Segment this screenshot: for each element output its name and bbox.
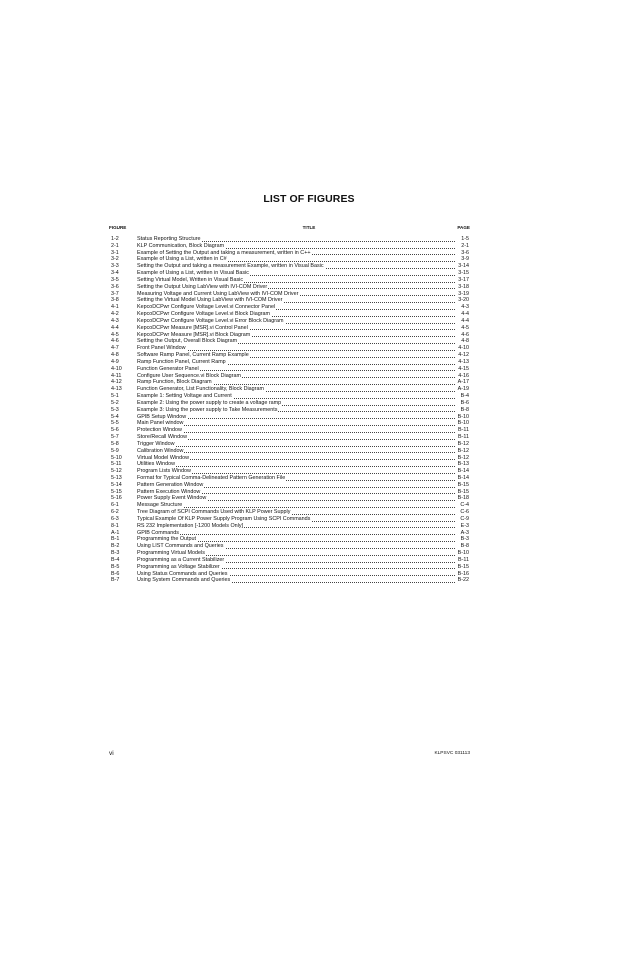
- figure-number: B-2: [111, 543, 120, 550]
- figure-title: Example of Setting the Output and taking a measurement, written in C++: [137, 249, 311, 256]
- figure-number: 4-11: [111, 372, 122, 379]
- figure-title-cell: [137, 495, 437, 502]
- figure-title-cell: [137, 325, 437, 332]
- figure-title: Function Generator Panel: [137, 365, 199, 372]
- figure-title-cell: [137, 543, 437, 550]
- list-item[interactable]: [0, 502, 618, 509]
- list-item[interactable]: [0, 338, 618, 345]
- list-item[interactable]: [0, 448, 618, 455]
- figure-title: GPIB Commands: [137, 529, 179, 536]
- figure-title-cell: [137, 263, 437, 270]
- figure-number: 4-8: [111, 352, 119, 359]
- figure-number: 4-3: [111, 317, 119, 324]
- figure-title: Front Panel Window: [137, 345, 186, 352]
- figure-title: Example 1: Setting Voltage and Current: [137, 393, 232, 400]
- figure-title-cell: [137, 373, 437, 380]
- figure-page: B-12: [457, 454, 469, 461]
- list-item[interactable]: [0, 332, 618, 339]
- figure-page: B-10: [457, 420, 469, 427]
- figure-number: 4-12: [111, 379, 122, 386]
- list-item[interactable]: [0, 297, 618, 304]
- figure-title-cell: [137, 256, 437, 263]
- figure-number: 5-13: [111, 474, 122, 481]
- figure-title: Programming the Output: [137, 536, 197, 543]
- column-header-title: TITLE: [302, 225, 316, 230]
- list-item[interactable]: [0, 236, 618, 243]
- figure-number: 5-2: [111, 399, 119, 406]
- figure-page: C-4: [460, 502, 469, 509]
- figure-number: 4-6: [111, 338, 119, 345]
- figure-title-cell: [137, 291, 437, 298]
- figure-title: Function Generator, List Functionality, Block Diagram: [137, 386, 264, 393]
- figure-page: B-14: [457, 468, 469, 475]
- figure-page: B-10: [457, 550, 469, 557]
- figure-number: 3-8: [111, 297, 119, 304]
- figure-title-cell: [137, 536, 437, 543]
- figure-title-cell: [137, 345, 437, 352]
- figure-number: 5-1: [111, 393, 119, 400]
- figure-title: Measuring Voltage and Current Using LabView with IVI-COM Driver: [137, 290, 299, 297]
- figure-number: 5-4: [111, 413, 119, 420]
- list-item[interactable]: [0, 311, 618, 318]
- figure-number: B-6: [111, 570, 120, 577]
- figure-title-cell: [137, 243, 437, 250]
- figure-title: Setting the Output, Overall Block Diagram: [137, 338, 238, 345]
- figure-title-cell: [137, 284, 437, 291]
- figure-number: 5-3: [111, 406, 119, 413]
- figure-page: 1-5: [461, 236, 469, 242]
- list-item[interactable]: [0, 543, 618, 550]
- column-header-figure: FIGURE: [109, 225, 127, 230]
- figure-page: B-15: [457, 481, 469, 488]
- figure-number: 3-3: [111, 263, 119, 270]
- list-item[interactable]: [0, 352, 618, 359]
- figure-number: 5-8: [111, 440, 119, 447]
- figure-page: B-22: [457, 577, 469, 584]
- list-item[interactable]: [0, 243, 618, 250]
- list-item[interactable]: [0, 345, 618, 352]
- figure-number: 6-3: [111, 515, 119, 522]
- figure-title: Protection Window: [137, 427, 182, 434]
- column-header-page: PAGE: [457, 225, 470, 230]
- figure-title-cell: [137, 523, 437, 530]
- figure-title: Example of Using a List, written in Visual Basic: [137, 270, 249, 277]
- figure-number: 3-6: [111, 283, 119, 290]
- figure-page: C-6: [460, 509, 469, 516]
- figure-title: Format for Typical Comma-Delineated Pattern Generation File: [137, 474, 286, 481]
- figure-page: B-8: [460, 406, 469, 413]
- figure-title: Example 2: Using the power supply to create a voltage ramp: [137, 399, 282, 406]
- figure-title-cell: [137, 236, 437, 243]
- figure-title: Setting the Output Using LabView with IVI-COM Driver: [137, 283, 268, 290]
- figure-title: Virtual Model Window: [137, 454, 190, 461]
- figure-title-cell: [137, 530, 437, 537]
- list-item[interactable]: [0, 468, 618, 475]
- figure-page: B-13: [457, 461, 469, 468]
- figure-number: 5-12: [111, 468, 122, 475]
- list-item[interactable]: [0, 571, 618, 578]
- figure-title-cell: [137, 250, 437, 257]
- figure-title-cell: [137, 407, 437, 414]
- figure-page: B-16: [457, 570, 469, 577]
- list-item[interactable]: [0, 291, 618, 298]
- list-item[interactable]: [0, 325, 618, 332]
- figure-title-cell: [137, 427, 437, 434]
- figure-title-cell: [137, 550, 437, 557]
- list-item[interactable]: [0, 304, 618, 311]
- figure-page: 4-5: [461, 324, 469, 331]
- figure-page: B-15: [457, 488, 469, 495]
- figure-page: 3-18: [458, 283, 469, 290]
- list-item[interactable]: [0, 475, 618, 482]
- figure-number: 1-2: [111, 236, 119, 242]
- figure-number: 5-11: [111, 461, 122, 468]
- figure-title-cell: [137, 441, 437, 448]
- figure-title: Example 3: Using the power supply to Take Measurements: [137, 406, 278, 413]
- list-item[interactable]: [0, 359, 618, 366]
- figure-page: 4-15: [458, 365, 469, 372]
- list-item[interactable]: [0, 420, 618, 427]
- list-item[interactable]: [0, 379, 618, 386]
- list-item[interactable]: [0, 489, 618, 496]
- figure-title: Status Reporting Structure: [137, 236, 201, 242]
- figure-number: 5-9: [111, 447, 119, 454]
- figure-title: Ramp Function, Block Diagram: [137, 379, 212, 386]
- figure-page: B-10: [457, 413, 469, 420]
- figure-page: B-4: [460, 393, 469, 400]
- figure-title: KepcoDCPwr Configure Voltage Level.vi Error Block Diagram: [137, 317, 284, 324]
- figure-page: 3-20: [458, 297, 469, 304]
- figure-number: 4-2: [111, 311, 119, 318]
- list-item[interactable]: [0, 441, 618, 448]
- figure-title-cell: [137, 577, 437, 584]
- figure-title-cell: [137, 297, 437, 304]
- figure-title-cell: [137, 461, 437, 468]
- list-item[interactable]: [0, 318, 618, 325]
- figure-number: A-1: [111, 529, 120, 536]
- figure-page: A-3: [460, 529, 469, 536]
- figure-page: B-15: [457, 563, 469, 570]
- figure-title: Store/Recall Window: [137, 434, 188, 441]
- figure-title: Calibration Window: [137, 447, 184, 454]
- list-item[interactable]: [0, 366, 618, 373]
- figure-title-cell: [137, 571, 437, 578]
- figure-page: B-11: [458, 427, 469, 434]
- figure-number: 4-7: [111, 345, 119, 352]
- list-item[interactable]: [0, 461, 618, 468]
- figure-title-cell: [137, 509, 437, 516]
- list-item[interactable]: [0, 373, 618, 380]
- figure-number: 3-5: [111, 276, 119, 283]
- figure-page: A-17: [457, 379, 469, 386]
- list-item[interactable]: [0, 250, 618, 257]
- figure-number: 3-4: [111, 270, 119, 277]
- figure-title-cell: [137, 338, 437, 345]
- figure-page: B-8: [460, 543, 469, 550]
- figure-page: 4-13: [458, 358, 469, 365]
- list-item[interactable]: [0, 557, 618, 564]
- figure-title-cell: [137, 359, 437, 366]
- figure-page: 3-15: [458, 270, 469, 277]
- figure-title-cell: [137, 448, 437, 455]
- figure-title: Example of Using a List, written in C#: [137, 256, 227, 263]
- figure-title-cell: [137, 455, 437, 462]
- figure-number: 5-16: [111, 495, 122, 502]
- figure-title: Trigger Window: [137, 440, 175, 447]
- figure-number: 4-1: [111, 304, 119, 311]
- figure-page: 4-3: [461, 304, 469, 311]
- figure-title-cell: [137, 489, 437, 496]
- figure-title-cell: [137, 557, 437, 564]
- figure-title: KepcoDCPwr Configure Voltage Level.vi Connector Panel: [137, 304, 276, 311]
- figure-page: 4-10: [458, 345, 469, 352]
- figure-title-cell: [137, 332, 437, 339]
- figure-page: B-12: [457, 440, 469, 447]
- figure-page: 4-12: [458, 352, 469, 359]
- figure-title-cell: [137, 352, 437, 359]
- figure-title: Main Panel window: [137, 420, 184, 427]
- figure-title-cell: [137, 386, 437, 393]
- figure-title: Utilities Window: [137, 461, 176, 468]
- figure-page: 3-17: [458, 276, 469, 283]
- list-item[interactable]: [0, 509, 618, 516]
- figure-title-cell: [137, 482, 437, 489]
- page-title: LIST OF FIGURES: [263, 193, 355, 205]
- list-item[interactable]: [0, 536, 618, 543]
- figure-number: 4-5: [111, 331, 119, 338]
- list-item[interactable]: [0, 523, 618, 530]
- figure-page: B-18: [457, 495, 469, 502]
- figure-number: 5-14: [111, 481, 122, 488]
- footer-page-number: vi: [109, 750, 114, 757]
- figure-number: 4-10: [111, 365, 122, 372]
- figure-number: B-3: [111, 550, 120, 557]
- list-item[interactable]: [0, 482, 618, 489]
- figure-number: B-4: [111, 556, 120, 563]
- figure-page: B-3: [460, 536, 469, 543]
- list-item[interactable]: [0, 400, 618, 407]
- figure-title: Setting Virtual Model, Written in Visual Basic: [137, 276, 244, 283]
- figure-title-cell: [137, 304, 437, 311]
- figure-page: 3-19: [458, 290, 469, 297]
- list-item[interactable]: [0, 550, 618, 557]
- figure-title: Setting the Output and taking a measurement Example, written in Visual Basic: [137, 263, 324, 270]
- figure-title-cell: [137, 414, 437, 421]
- list-item[interactable]: [0, 577, 618, 584]
- figure-number: 3-1: [111, 249, 119, 256]
- figure-page: B-12: [457, 447, 469, 454]
- figure-title: KepcoDCPwr Configure Voltage Level.vi Block Diagram: [137, 311, 271, 318]
- figure-number: 2-1: [111, 242, 119, 249]
- figure-title-cell: [137, 366, 437, 373]
- figure-number: 5-15: [111, 488, 122, 495]
- figure-page: B-11: [458, 556, 469, 563]
- figure-page: 4-16: [458, 372, 469, 379]
- figure-number: 5-7: [111, 434, 119, 441]
- list-item[interactable]: [0, 256, 618, 263]
- figure-number: 5-6: [111, 427, 119, 434]
- figure-title: Programming as a Current Stabilizer: [137, 556, 225, 563]
- list-item[interactable]: [0, 263, 618, 270]
- figure-title-cell: [137, 400, 437, 407]
- figure-page: 2-1: [461, 242, 469, 249]
- figure-page: 4-8: [461, 338, 469, 345]
- figure-page: B-14: [457, 474, 469, 481]
- figure-page: 3-14: [458, 263, 469, 270]
- figure-title: Tree Diagram of SCPI Commands Used with KLP Power Supply: [137, 509, 291, 516]
- footer-doc-code: KLPSVC 031113: [434, 751, 470, 756]
- list-item[interactable]: [0, 516, 618, 523]
- list-item[interactable]: [0, 455, 618, 462]
- figure-page: 3-6: [461, 249, 469, 256]
- figure-title: Program Lists Window: [137, 468, 191, 475]
- figure-title-cell: [137, 420, 437, 427]
- list-item[interactable]: [0, 427, 618, 434]
- figure-title-cell: [137, 468, 437, 475]
- figure-number: 4-9: [111, 358, 119, 365]
- figure-list: [0, 236, 618, 584]
- list-item[interactable]: [0, 393, 618, 400]
- figure-title: Pattern Execution Window: [137, 488, 201, 495]
- figure-number: B-7: [111, 577, 120, 584]
- figure-title-cell: [137, 502, 437, 509]
- figure-title: Using LIST Commands and Queries: [137, 543, 224, 550]
- figure-number: 6-2: [111, 509, 119, 516]
- list-item[interactable]: [0, 407, 618, 414]
- figure-title: Ramp Function Panel, Current Ramp: [137, 358, 226, 365]
- figure-title: Setting the Virtual Model Using LabView with IVI-COM Driver: [137, 297, 283, 304]
- figure-title-cell: [137, 318, 437, 325]
- figure-title: Pattern Generation Window: [137, 481, 204, 488]
- figure-page: C-9: [460, 515, 469, 522]
- figure-page: E-3: [460, 522, 469, 529]
- list-item[interactable]: [0, 495, 618, 502]
- figure-title-cell: [137, 393, 437, 400]
- figure-page: B-11: [458, 434, 469, 441]
- figure-title: Programming Virtual Models: [137, 550, 205, 557]
- figure-title-cell: [137, 475, 437, 482]
- figure-title: Using System Commands and Queries: [137, 577, 231, 584]
- figure-title: GPIB Setup Window: [137, 413, 187, 420]
- figure-title-cell: [137, 311, 437, 318]
- figure-title: RS 232 Implementation [-1200 Models Only]: [137, 522, 244, 529]
- figure-number: 4-4: [111, 324, 119, 331]
- list-item[interactable]: [0, 434, 618, 441]
- figure-title: Using Status Commands and Queries: [137, 570, 228, 577]
- figure-title: Power Supply Event Window: [137, 495, 207, 502]
- figure-page: B-6: [460, 399, 469, 406]
- figure-number: 5-5: [111, 420, 119, 427]
- figure-title: KepcoDCPwr Measure [MSR].vi Control Panel: [137, 324, 248, 331]
- figure-number: 6-1: [111, 502, 119, 509]
- figure-number: B-1: [111, 536, 120, 543]
- figure-page: A-19: [457, 386, 469, 393]
- figure-title-cell: [137, 277, 437, 284]
- figure-number: 3-2: [111, 256, 119, 263]
- figure-page: 4-6: [461, 331, 469, 338]
- figure-page: 4-4: [461, 311, 469, 318]
- figure-title-cell: [137, 564, 437, 571]
- figure-title: Programming as Voltage Stabilizer: [137, 563, 220, 570]
- list-item[interactable]: [0, 270, 618, 277]
- figure-title: KLP Communication, Block Diagram: [137, 242, 225, 249]
- figure-number: 3-7: [111, 290, 119, 297]
- figure-number: 4-13: [111, 386, 122, 393]
- figure-title: Typical Example Of KLP Power Supply Program Using SCPI Commands: [137, 515, 311, 522]
- figure-title-cell: [137, 434, 437, 441]
- list-item[interactable]: [0, 284, 618, 291]
- list-item[interactable]: [0, 386, 618, 393]
- list-item[interactable]: [0, 530, 618, 537]
- figure-title: KepcoDCPwr Measure [MSR].vi Block Diagram: [137, 331, 251, 338]
- figure-number: B-5: [111, 563, 120, 570]
- figure-number: 8-1: [111, 522, 119, 529]
- figure-title: Configure User Sequence.vi Block Diagram: [137, 372, 241, 379]
- list-item[interactable]: [0, 564, 618, 571]
- figure-title-cell: [137, 379, 437, 386]
- figure-title-cell: [137, 516, 437, 523]
- list-item[interactable]: [0, 414, 618, 421]
- figure-title: Software Ramp Panel, Current Ramp Example: [137, 352, 249, 359]
- figure-page: 4-4: [461, 317, 469, 324]
- figure-title-cell: [137, 270, 437, 277]
- figure-number: 5-10: [111, 454, 122, 461]
- figure-title: Message Structure: [137, 502, 183, 509]
- list-item[interactable]: [0, 277, 618, 284]
- figure-page: 3-9: [461, 256, 469, 263]
